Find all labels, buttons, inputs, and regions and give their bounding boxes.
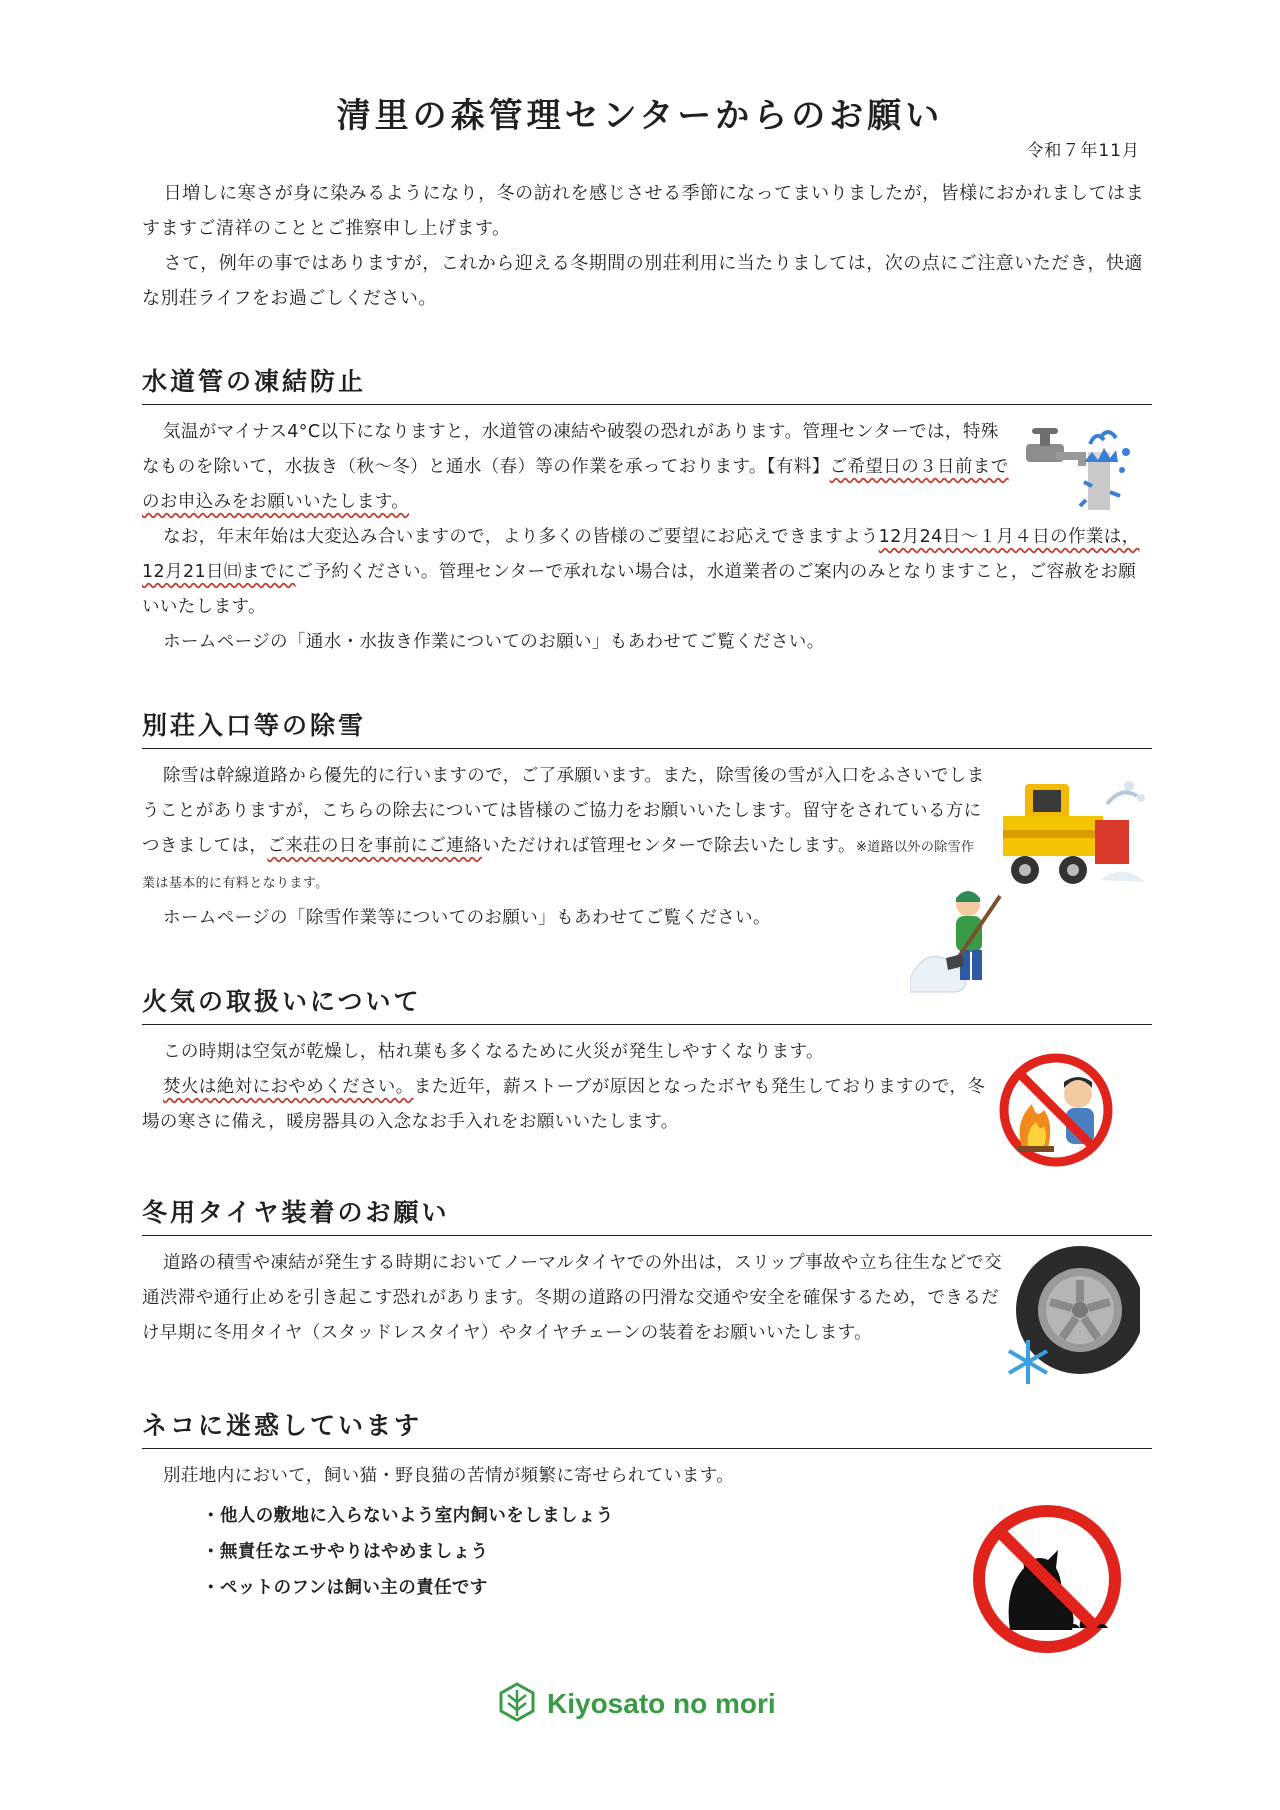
section-heading: 火気の取扱いについて: [142, 982, 1152, 1025]
list-item: ・他人の敷地に入らないよう室内飼いをしましょう: [202, 1506, 614, 1526]
faucet-burst-icon: [1026, 422, 1136, 516]
section-paragraph: この時期は空気が乾燥し，枯れ葉も多くなるために火災が発生しやすくなります。: [163, 1042, 824, 1062]
intro-paragraph: 日増しに寒さが身に染みるようになり，冬の訪れを感じさせる季節になってまいりましたが，皆様におかれましてはますますご清祥のこととご推察申し上げます。: [142, 183, 1145, 239]
section-paragraph: 別荘地内において，飼い猫・野良猫の苦情が頻繁に寄せられています。: [163, 1466, 735, 1486]
section-paragraph: 道路の積雪や凍結が発生する時期においてノーマルタイヤでの外出は，スリップ事故や立ち往生などで交通渋滞や通行止めを引き起こす恐れがあります。冬期の道路の円滑な交通や安全を確保するため，できるだけ早期に冬用タイヤ（スタッドレスタイヤ）やタイヤチェーンの装着をお願いいたします。: [142, 1253, 1003, 1343]
snowplow-icon: [995, 776, 1145, 900]
winter-tire-icon: [1000, 1240, 1140, 1394]
leaf-logo-icon: [497, 1682, 537, 1726]
list-item: ・無責任なエサやりはやめましょう: [202, 1542, 489, 1562]
footer-logo: [497, 1682, 776, 1726]
section-heading: 冬用タイヤ装着のお願い: [142, 1193, 1152, 1236]
intro: [142, 176, 1152, 316]
section-paragraph: ホームページの「除雪作業等についてのお願い」もあわせてご覧ください。: [163, 908, 771, 928]
list-item: ・ペットのフンは飼い主の責任です: [202, 1578, 488, 1598]
logo-text: Kiyosato no mori: [547, 1688, 776, 1719]
section-heading: ネコに迷惑しています: [142, 1406, 1152, 1449]
document-date: 令和７年11月: [1026, 141, 1140, 161]
section-paragraph: ホームページの「通水・水抜き作業についてのお願い」もあわせてご覧ください。: [163, 632, 825, 652]
no-cat-icon: [970, 1502, 1124, 1660]
section-water: [142, 362, 1152, 660]
intro-paragraph: さて，例年の事ではありますが，これから迎える冬期間の別荘利用に当たりましては，次の点にご注意いただき，快適な別荘ライフをお過ごしください。: [142, 253, 1144, 309]
section-heading: 別荘入口等の除雪: [142, 706, 1152, 749]
section-heading: 水道管の凍結防止: [142, 362, 1152, 405]
section-paragraph: なお，年末年始は大変込み合いますので，より多くの皆様のご要望にお応えできますよう12月24日〜１月４日の作業は，12月21日㈰までにご予約ください。管理センターで承れない場合は，水道業者のご案内のみとなりますこと，ご容赦をお願いいたします。: [142, 527, 1140, 617]
no-bonfire-icon: [996, 1050, 1116, 1174]
section-paragraph: 除雪は幹線道路から優先的に行いますので，ご了承願います。また，除雪後の雪が入口をふさいでしまうことがありますが，こちらの除去については皆様のご協力をお願いいたします。留守をされている方につきましては，ご来荘の日を事前にご連絡いただければ管理センターで除去いたします。※道路以外の除雪作業は基本的に有料となります。: [142, 766, 985, 891]
fee-note: ※道路以外の除雪作業は基本的に有料となります。: [142, 840, 975, 891]
snow-shoveling-person-icon: [910, 888, 1020, 997]
section-paragraph: 焚火は絶対におやめください。また近年，薪ストーブが原因となったボヤも発生しておりますので，冬場の寒さに備え，暖房器具の入念なお手入れをお願いいたします。: [142, 1077, 986, 1132]
bullet-list: [202, 1498, 987, 1606]
section-paragraph: 気温がマイナス4°C以下になりますと，水道管の凍結や破裂の恐れがあります。管理センターでは，特殊なものを除いて，水抜き（秋〜冬）と通水（春）等の作業を承っております。【有料】ご希望日の３日前までのお申込みをお願いいたします。: [142, 422, 1009, 512]
page-title: 清里の森管理センターからのお願い: [336, 96, 944, 136]
